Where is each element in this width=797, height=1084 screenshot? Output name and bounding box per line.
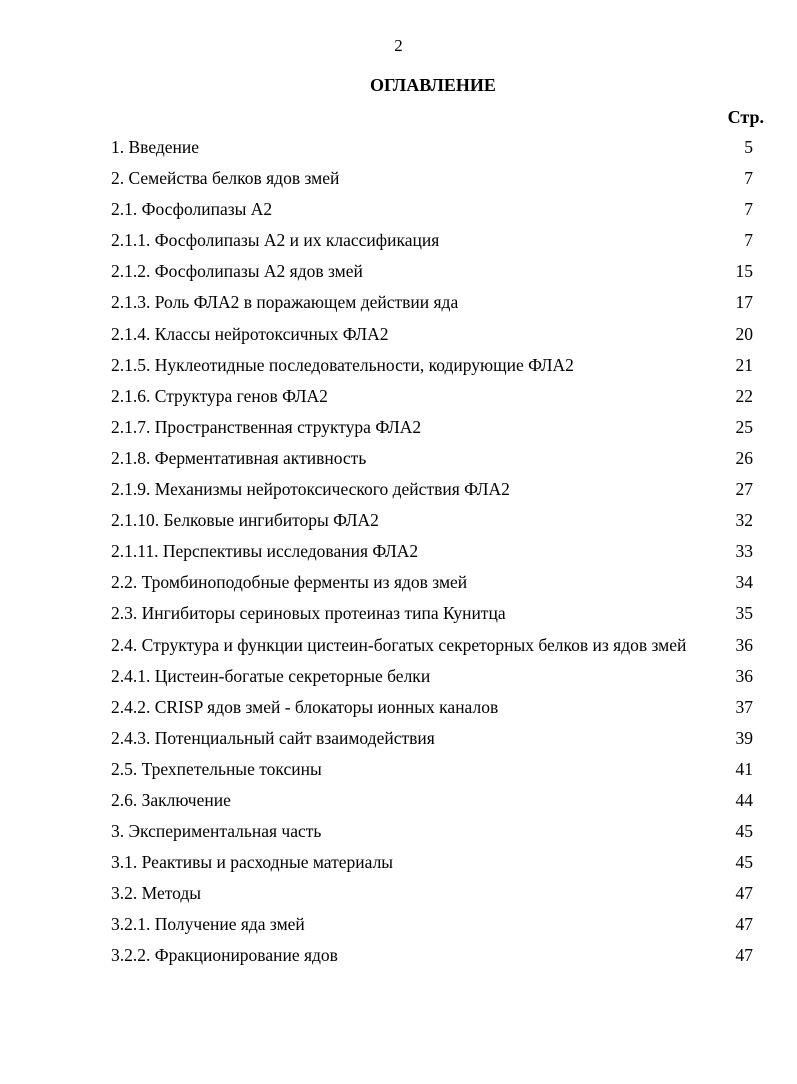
toc-entry [111,137,753,168]
toc-entry-page: 17 [735,292,753,313]
toc-entry-page: 7 [744,230,753,251]
toc-entry [111,914,753,945]
toc-entry-label: 2.6. Заключение [111,789,231,810]
toc-entry [111,883,753,914]
page-number: 2 [394,36,403,55]
toc-entry-label: 2.1.2. Фосфолипазы А2 ядов змей [111,261,363,282]
toc-entry-label: 2.2. Тромбиноподобные ферменты из ядов змей [111,572,468,593]
toc-entry-label: 3.2.1. Получение яда змей [111,914,305,935]
toc-entry [111,168,753,199]
toc-entry-label: 3. Экспериментальная часть [111,821,322,842]
toc-entry-label: 2.1.1. Фосфолипазы А2 и их классификация [111,230,440,251]
toc-entry-page: 45 [735,852,753,873]
page-title: ОГЛАВЛЕНИЕ [370,75,496,95]
toc-entry-page: 21 [735,354,753,375]
toc-entry-page: 15 [735,261,753,282]
toc-entry [111,324,753,355]
toc-entry [111,572,753,603]
toc-entry-page: 26 [735,447,753,468]
toc-entry [111,603,753,634]
toc-entry [111,821,753,852]
toc-entry-label: 2.3. Ингибиторы сериновых протеиназ типа Кунитца [111,603,506,624]
toc-entry-label: 2.4. Структура и функции цистеин-богатых секреторных белков из ядов змей [111,634,687,655]
toc-entry-label: 2.5. Трехпетельные токсины [111,758,322,779]
toc-entry-page: 34 [735,572,753,593]
toc-entry [111,230,753,261]
toc-entry [111,199,753,230]
toc-entry [111,417,753,448]
toc-entry-label: 1. Введение [111,137,200,157]
toc-entry-label: 2.4.3. Потенциальный сайт взаимодействия [111,727,435,748]
toc-entry-label: 3.1. Реактивы и расходные материалы [111,852,394,873]
page-column-header: Стр. [727,107,764,127]
toc-entry [111,261,753,292]
toc-entry [111,852,753,883]
toc-entry-page: 7 [744,199,753,220]
toc-entry [111,386,753,417]
toc-entry-label: 2.1.11. Перспективы исследования ФЛА2 [111,541,419,562]
toc-entry-label: 2.1.9. Механизмы нейротоксического действия ФЛА2 [111,479,510,500]
toc-entry-page: 33 [735,541,753,562]
toc-entry-label: 2.1.10. Белковые ингибиторы ФЛА2 [111,510,379,531]
toc-entry-page: 47 [735,945,753,966]
toc-entry-page: 47 [735,914,753,935]
toc-entry-page: 44 [735,789,753,810]
toc-entry [111,728,753,759]
toc-entry [111,479,753,510]
toc-entry-label: 2.1.6. Структура генов ФЛА2 [111,385,328,406]
table-of-contents [111,137,753,977]
toc-entry-label: 2.1.5. Нуклеотидные последовательности, кодирующие ФЛА2 [111,354,574,375]
toc-entry-page: 36 [735,665,753,686]
toc-entry-page: 41 [735,758,753,779]
toc-entry-label: 2. Семейства белков ядов змей [111,168,340,189]
toc-entry-label: 2.1.3. Роль ФЛА2 в поражающем действии яда [111,292,459,313]
toc-entry [111,510,753,541]
toc-entry [111,666,753,697]
toc-entry-label: 3.2.2. Фракционирование ядов [111,945,338,966]
toc-entry [111,541,753,572]
toc-entry-label: 2.1.8. Ферментативная активность [111,447,367,468]
toc-entry-page: 45 [735,821,753,842]
toc-entry-page: 32 [735,510,753,531]
toc-entry [111,448,753,479]
toc-entry-page: 36 [735,634,753,655]
toc-entry-page: 20 [735,323,753,344]
toc-entry [111,945,753,976]
toc-entry-label: 2.1.7. Пространственная структура ФЛА2 [111,416,422,437]
toc-entry [111,635,753,666]
toc-entry [111,292,753,323]
toc-entry-label: 2.4.1. Цистеин-богатые секреторные белки [111,665,431,686]
toc-entry [111,697,753,728]
toc-entry-label: 2.1. Фосфолипазы А2 [111,199,273,220]
toc-entry-page: 35 [735,603,753,624]
toc-entry-page: 22 [735,385,753,406]
toc-entry-page: 5 [744,137,753,157]
toc-entry-page: 37 [735,696,753,717]
toc-entry [111,759,753,790]
toc-entry-label: 2.1.4. Классы нейротоксичных ФЛА2 [111,323,389,344]
toc-entry-page: 27 [735,479,753,500]
toc-entry-page: 7 [744,168,753,189]
toc-entry [111,790,753,821]
toc-entry-page: 39 [735,727,753,748]
toc-entry [111,355,753,386]
toc-entry-label: 3.2. Методы [111,883,202,904]
toc-entry-page: 25 [735,416,753,437]
toc-entry-label: 2.4.2. CRISP ядов змей - блокаторы ионных каналов [111,696,499,717]
toc-entry-page: 47 [735,883,753,904]
